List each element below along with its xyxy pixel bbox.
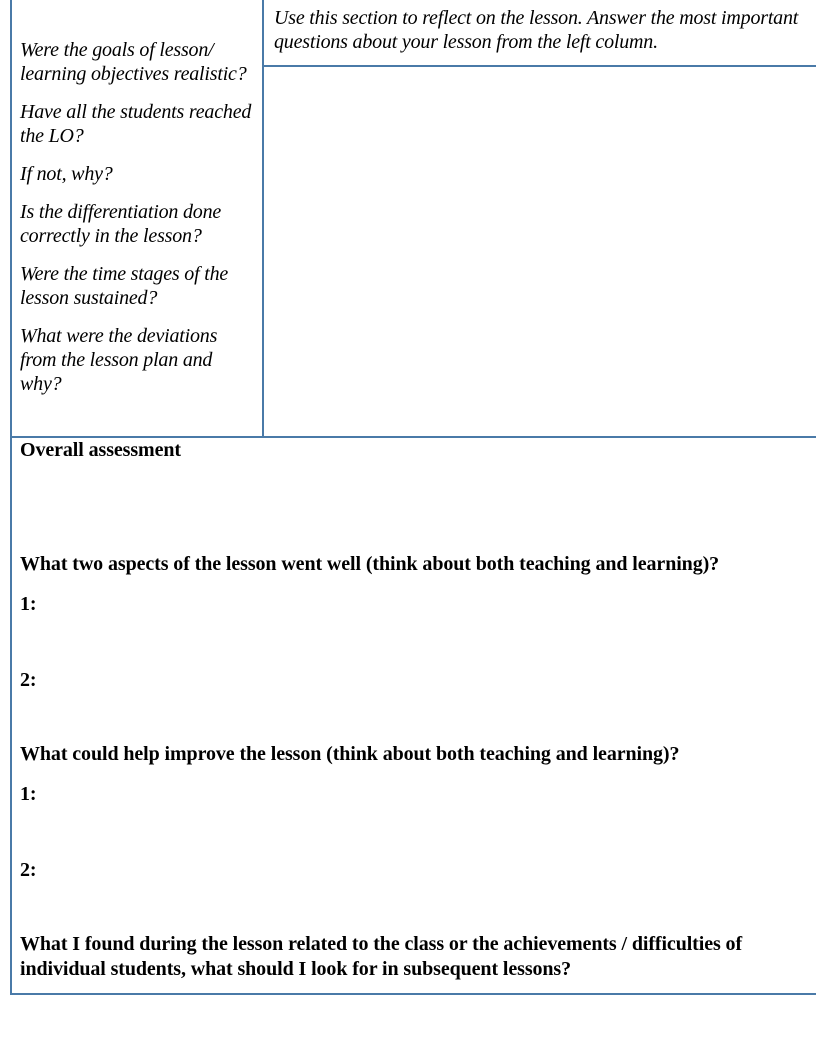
overall-assessment-heading: Overall assessment xyxy=(20,439,181,461)
went-well-item-2: 2: xyxy=(20,669,37,691)
went-well-item-1: 1: xyxy=(20,593,37,615)
question-differentiation: Is the differentiation done correctly in the lesson? xyxy=(20,201,222,247)
question-goals-realistic: Were the goals of lesson/ learning objectives realistic? xyxy=(20,39,247,85)
went-well-question: What two aspects of the lesson went well (think about both teaching and learning)? xyxy=(20,553,720,575)
question-if-not-why: If not, why? xyxy=(20,163,113,185)
question-time-stages: Were the time stages of the lesson sustained? xyxy=(20,263,229,309)
reflection-questions-column xyxy=(12,0,264,438)
question-students-reached-lo: Have all the students reached the LO? xyxy=(20,101,252,147)
reflection-answer-area[interactable] xyxy=(264,67,816,438)
improve-question: What could help improve the lesson (think about both teaching and learning)? xyxy=(20,743,680,765)
reflection-form-table xyxy=(10,0,816,995)
findings-question: What I found during the lesson related to the class or the achievements / difficulties of individual students, what should I look for in subsequent lessons? xyxy=(20,933,743,980)
reflection-instruction: Use this section to reflect on the lesson. Answer the most important questions about your lesson from the left column. xyxy=(264,0,816,67)
improve-item-2: 2: xyxy=(20,859,37,881)
improve-item-1: 1: xyxy=(20,783,37,805)
question-deviations: What were the deviations from the lesson plan and why? xyxy=(20,325,218,395)
